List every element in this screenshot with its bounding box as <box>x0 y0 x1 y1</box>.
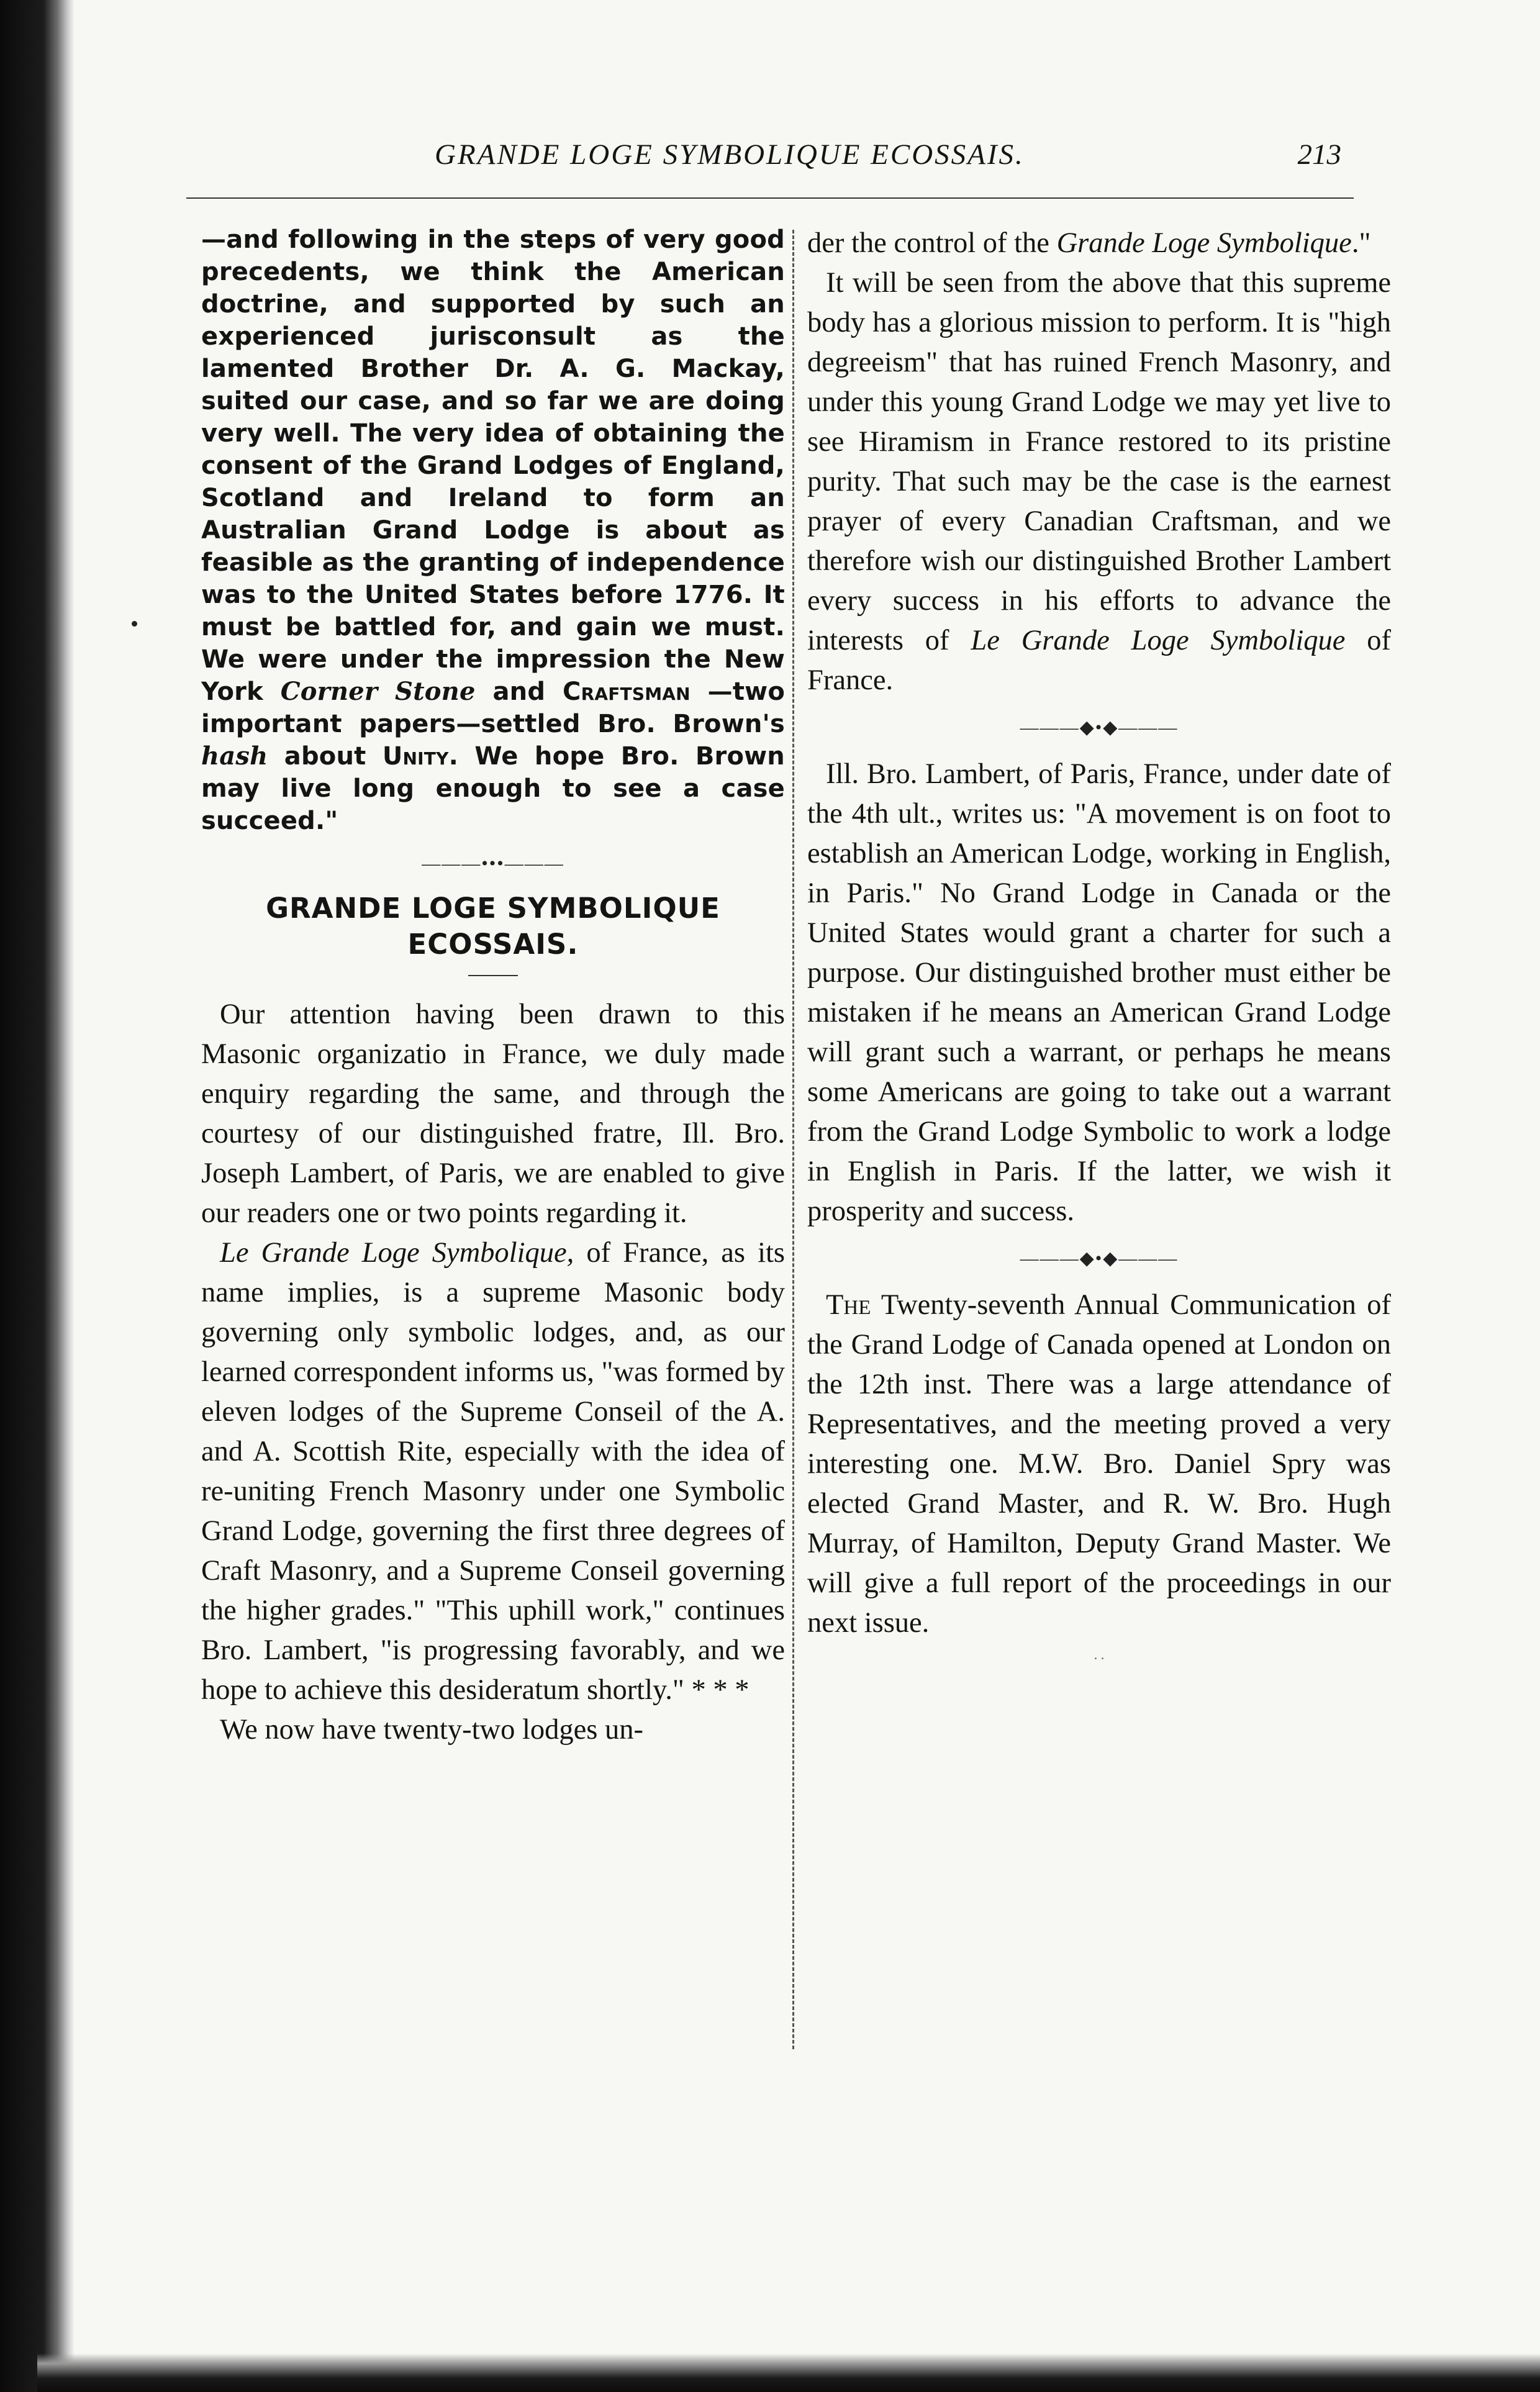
column-divider <box>792 230 794 2049</box>
paragraph-text: der the control of the <box>807 227 1057 259</box>
continued-letter-text <box>201 224 785 837</box>
article-paragraph <box>201 1233 785 1710</box>
organization-name: Le Grande Loge Symbolique, <box>220 1237 574 1269</box>
article-paragraph <box>807 263 1391 700</box>
paragraph-text: of France. <box>807 625 1391 696</box>
newspaper-title: Corner Stone <box>280 677 476 706</box>
continued-text-part: and <box>475 677 563 706</box>
continued-text-part: about <box>268 742 383 771</box>
article-paragraph <box>807 1285 1391 1643</box>
heading-rule <box>468 975 518 976</box>
article-paragraph: We now have twenty-two lodges un- <box>220 1714 643 1746</box>
left-column <box>201 224 785 2335</box>
newspaper-title: Unity <box>382 742 449 771</box>
header-rule <box>186 197 1354 199</box>
article-paragraph: Ill. Bro. Lambert, of Paris, France, under date of the 4th ult., writes us: "A movement is on foot to establish an American Lodge, working in English, in Paris." No Grand Lodge in Canada or the United States would grant a charter for such a purpose. Our distinguished brother must either be mistaken if he means an American Grand Lodge will grant such a warrant, or perhaps he means some Americans are going to take out a warrant from the Grand Lodge Symbolic to work a lodge in English in Paris. If the latter, we wish it prosperity and success. <box>807 758 1391 1227</box>
ellipsis-stars: * * * <box>691 1674 750 1706</box>
article-paragraph: Our attention having been drawn to this Masonic organizatio in France, we duly made enquiry regarding the same, and through the courtesy of our distinguished fratre, Ill. Bro. Joseph Lambert, of Paris, we are enabled to give our readers one or two points regarding it. <box>201 999 785 1229</box>
section-heading: GRANDE LOGE SYMBOLIQUE ECOSSAIS. <box>266 892 720 961</box>
page-number: 213 <box>1297 138 1341 171</box>
page-bottom-edge-shadow <box>37 2353 1540 2392</box>
section-divider-ornament: ———◆•◆——— <box>1020 717 1179 738</box>
right-column <box>807 224 1391 2335</box>
continued-text <box>807 224 1391 263</box>
continued-text-part: . We hope Bro. Brown may live long enough to see a case succeed." <box>201 742 785 835</box>
emphasis-word: hash <box>201 741 268 771</box>
section-divider-ornament: ———◆•◆——— <box>1020 1248 1179 1269</box>
continued-text-part: —two important papers—settled Bro. Brown's <box>201 677 785 738</box>
lead-word: The <box>826 1289 871 1321</box>
continued-text-part: —and following in the steps of very good precedents, we think the American doctrine, and supported by such an experienced jurisconsult as the lamented Brother Dr. A. G. Mackay, suited our case, and so far we are doing very well. The very idea of obtaining the consent of the Grand Lodges of England, Scotland and Ireland to form an Australian Grand Lodge is about as feasible as the granting of independence was to the United States before 1776. It must be battled for, and gain we must. We were under the impression the New York <box>201 225 785 706</box>
organization-name: Le Grande Loge Symbolique <box>971 625 1346 656</box>
closing-mark: . . <box>1094 1647 1105 1662</box>
section-divider-ornament: ———•••——— <box>422 853 564 874</box>
running-head <box>186 138 1354 194</box>
running-head-title: GRANDE LOGE SYMBOLIQUE ECOSSAIS. <box>435 138 1025 171</box>
paragraph-text: It will be seen from the above that this supreme body has a glorious mission to perform. It is "high degreeism" that has ruined French Masonry, and under this young Grand Lodge we may yet live to see Hiramism in France restored to its pristine purity. That such may be the case is the earnest prayer of every Canadian Craftsman, and we therefore wish our distinguished Brother Lambert every success in his efforts to advance the interests of <box>807 267 1391 656</box>
stray-ink-dot <box>132 621 137 627</box>
paragraph-text: ." <box>1351 227 1371 259</box>
paragraph-text: Twenty-seventh Annual Communication of the Grand Lodge of Canada opened at London on the 12th inst. There was a large attendance of Representatives, and the meeting proved a very interesting one. M.W. Bro. Daniel Spry was elected Grand Master, and R. W. Bro. Hugh Murray, of Hamilton, Deputy Grand Master. We will give a full report of the proceedings in our next issue. <box>807 1289 1391 1639</box>
paragraph-text: of France, as its name implies, is a supreme Masonic body governing only symbolic lodges, and, as our learned correspondent informs us, "was formed by eleven lodges of the Supreme Conseil of the A. and A. Scottish Rite, especially with the idea of re-uniting French Masonry under one Symbolic Grand Lodge, governing the first three degrees of Craft Masonry, and a Supreme Conseil governing the higher grades." "This uphill work," continues Bro. Lambert, "is progressing favorably, and we hope to achieve this desideratum shortly." <box>201 1237 786 1706</box>
book-binding-shadow <box>0 0 75 2392</box>
organization-name: Grande Loge Symbolique <box>1056 227 1352 259</box>
newspaper-title: Craftsman <box>563 677 691 706</box>
